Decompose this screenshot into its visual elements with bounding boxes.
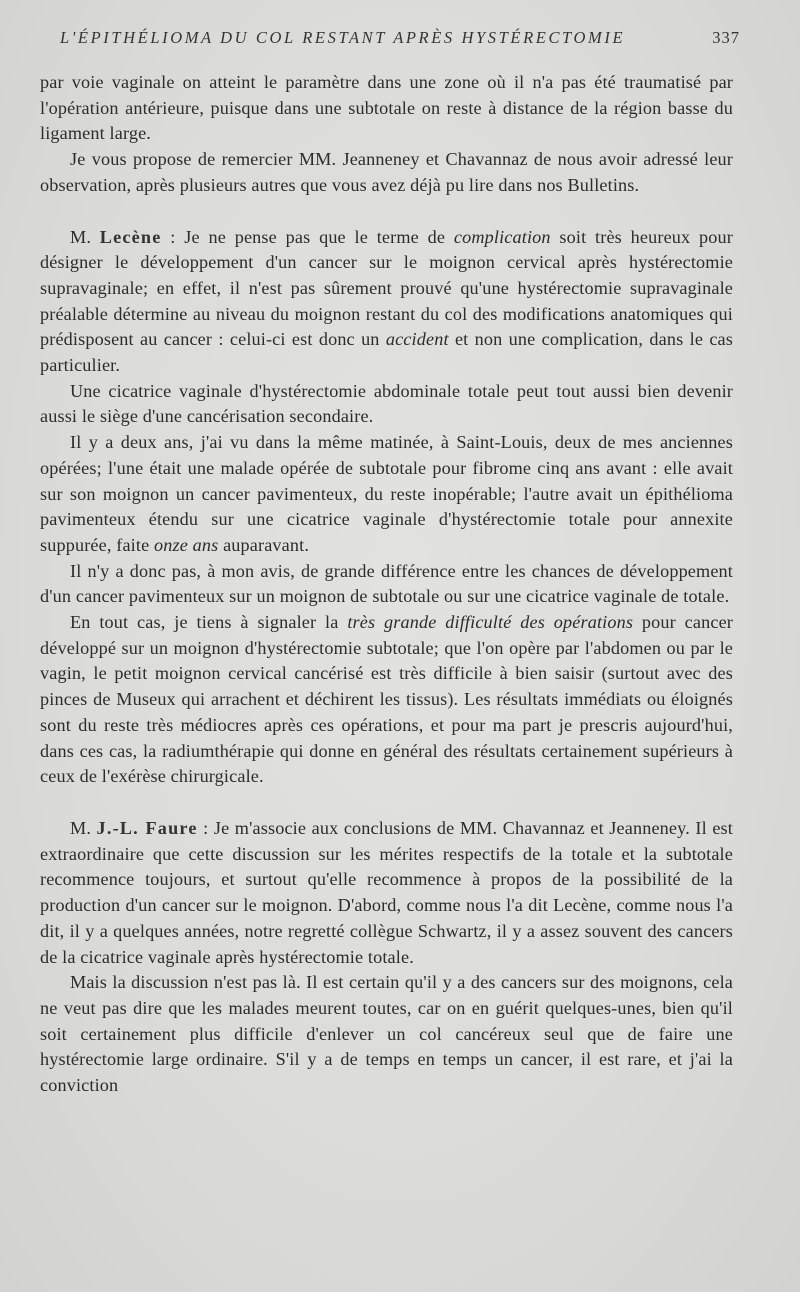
paragraph-8 <box>40 816 733 970</box>
speaker-name: Lecène <box>99 226 162 247</box>
speaker-prefix: M. <box>70 226 100 247</box>
text-run: et non une complication, dans le cas particulier. <box>40 329 733 376</box>
text-run: auparavant. <box>218 534 310 555</box>
speaker-name: J.-L. Faure <box>96 817 198 838</box>
paragraph-2: Je vous propose de remercier MM. Jeanneney et Chavannaz de nous avoir adressé leur observation, après plusieurs autres que vous avez déjà pu lire dans nos Bulletins. <box>40 149 733 195</box>
paragraph-4: Une cicatrice vaginale d'hystérectomie abdominale totale peut tout aussi bien devenir aussi le siège d'une cancérisation secondaire. <box>40 380 733 427</box>
italic-term: accident <box>385 329 449 350</box>
speaker-prefix: M. <box>70 817 97 838</box>
page-number: 337 <box>712 28 740 47</box>
page-body <box>40 70 733 1099</box>
text-run: En tout cas, je tiens à signaler la <box>70 612 348 633</box>
paragraph-9: Mais la discussion n'est pas là. Il est certain qu'il y a des cancers sur des moignons, cela ne veut pas dire que les malades meurent toutes, car on en guérit quelques-unes, bien qu'il soit certainement plus difficile d'enlever un col cancéreux seul que de faire une hystérectomie large ordinaire. S'il y a de temps en temps un cancer, il est rare, et j'ai la conviction <box>40 972 733 1096</box>
paragraph-6: Il n'y a donc pas, à mon avis, de grande différence entre les chances de développement d'un cancer pavimenteux sur un moignon de subtotale ou sur une cicatrice vaginale de totale. <box>40 560 733 607</box>
text-run: : Je m'associe aux conclusions de MM. Chavannaz et Jeanneney. Il est extraordinaire que cette discussion sur les mérites respectifs de la totale et la subtotale recommence toujours, et surtout qu'elle recommence à propos de la possibilité de la production d'un cancer sur le moignon. D'abord, comme nous l'a dit Lecène, comme nous l'a dit, il y a quelques années, notre regretté collègue Schwartz, il y a assez souvent des cancers de la cicatrice vaginale après hystérectomie totale. <box>40 817 733 967</box>
text-run: Il y a deux ans, j'ai vu dans la même matinée, à Saint-Louis, deux de mes anciennes opérées; l'une était une malade opérée de subtotale pour fibrome cinq ans avant : elle avait sur son moignon un cancer pavimenteux, du reste inopérable; l'autre avait un épithélioma pavimenteux étendu sur une cicatrice vaginale d'hystérectomie totale pour annexite suppurée, faite <box>40 432 733 555</box>
text-run: pour cancer développé sur un moignon d'hystérectomie subtotale; que l'on opère par l'abdomen ou par le vagin, le petit moignon cervical cancérisé est très difficile à bien saisir (surtout avec des pinces de Museux qui arrachent et déchirent les tissus). Les résultats immédiats ou éloignés sont du reste très médiocres après ces opérations, et pour ma part je prescris aujourd'hui, dans ces cas, la radiumthérapie qui donne en général des résultats certainement supérieurs à ceux de l'exérèse chirurgicale. <box>40 612 734 787</box>
running-header <box>60 28 740 52</box>
paragraph-5 <box>40 430 733 559</box>
paragraph-3 <box>40 225 733 379</box>
paragraph-7 <box>40 610 733 790</box>
italic-term: très grande difficulté des opérations <box>347 612 634 633</box>
text-run: : Je ne pense pas que le terme de <box>161 226 454 247</box>
running-title: L'ÉPITHÉLIOMA DU COL RESTANT APRÈS HYSTÉRECTOMIE <box>60 28 626 47</box>
italic-term: onze ans <box>154 534 219 555</box>
text-run: soit très heureux pour désigner le développement d'un cancer sur le moignon cervical après hystérectomie supravaginale; en effet, il n'est pas sûrement prouvé qu'une hystérectomie supravaginale préalable détermine au niveau du moignon restant du col des modifications anatomiques qui prédisposent au cancer : celui-ci est donc un <box>40 226 733 350</box>
paragraph-1: par voie vaginale on atteint le paramètre dans une zone où il n'a pas été traumatisé par l'opération antérieure, puisque dans une subtotale on reste à distance de la région basse du ligament large. <box>40 72 733 144</box>
italic-term: complication <box>453 226 551 247</box>
